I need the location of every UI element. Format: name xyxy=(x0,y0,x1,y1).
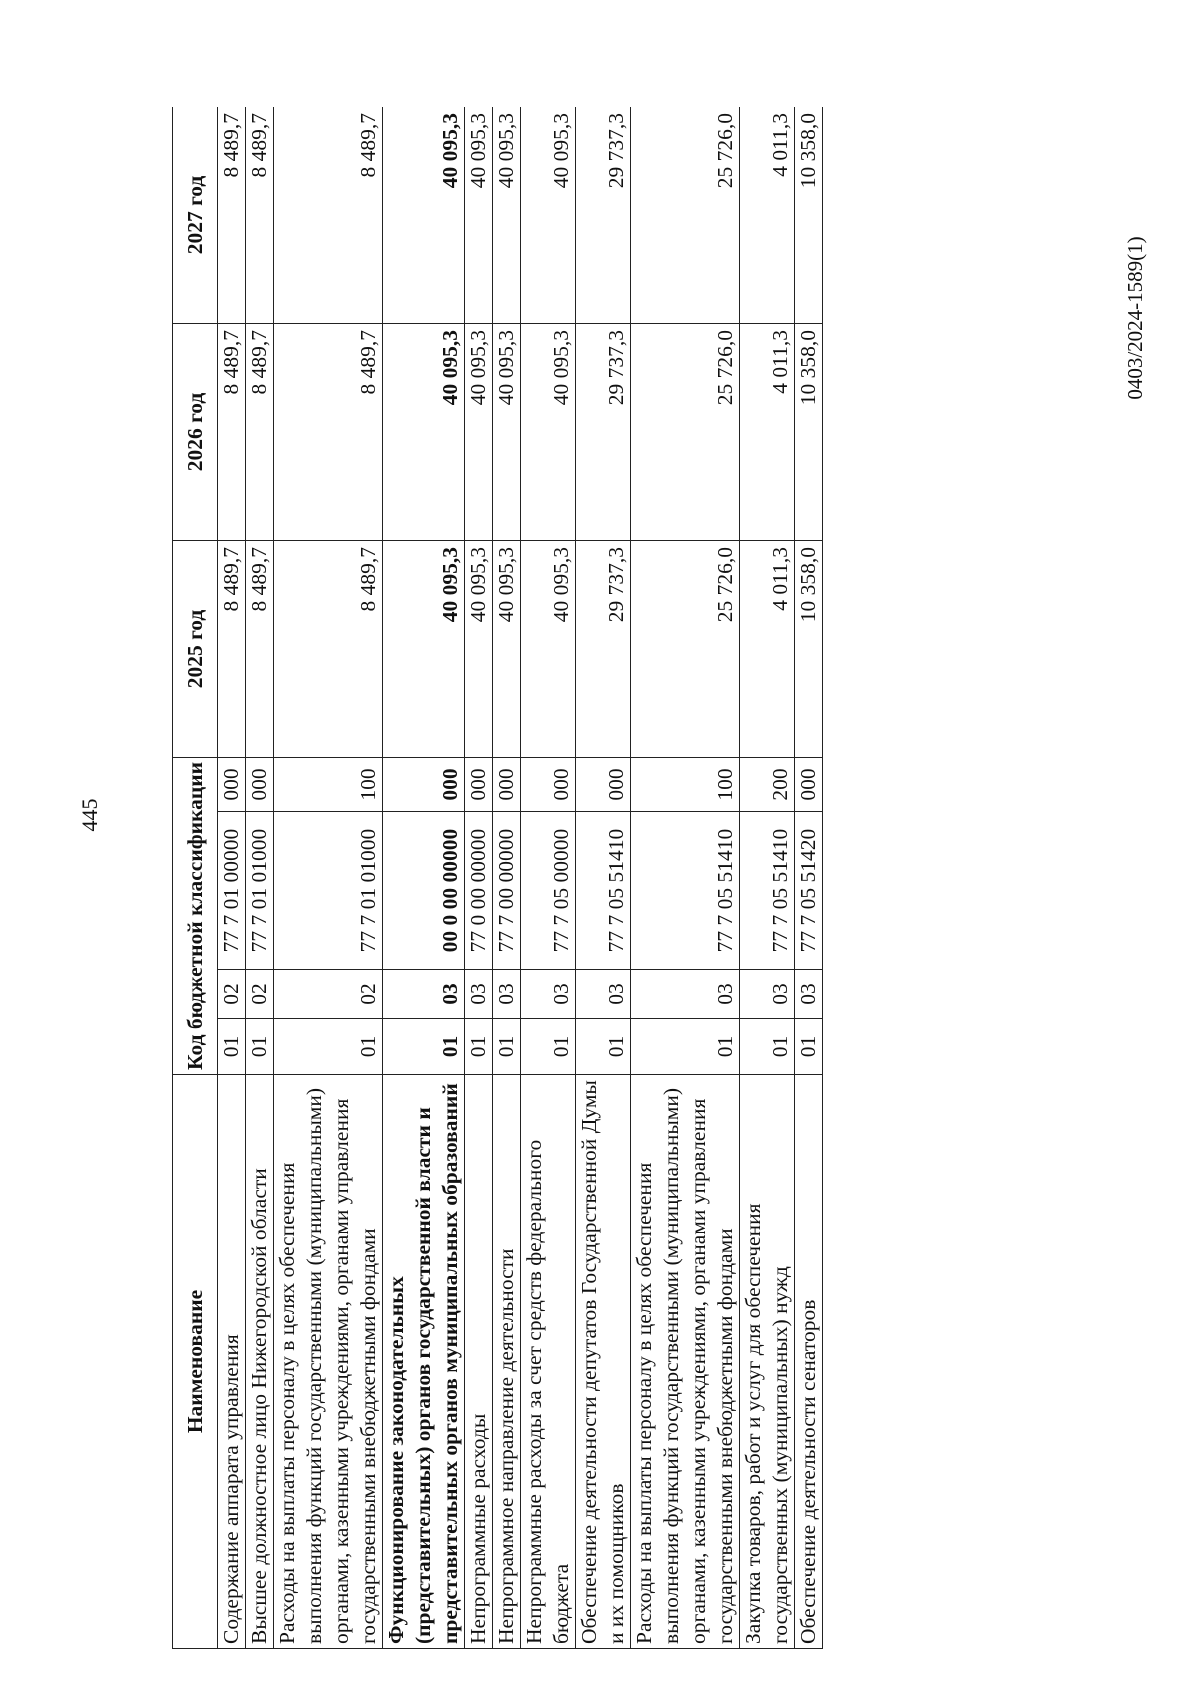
cell-section: 01 xyxy=(218,1019,246,1075)
cell-name: Высшее должностное лицо Нижегородской области xyxy=(246,1075,274,1649)
cell-2025: 40 095,3 xyxy=(465,540,493,757)
table-row xyxy=(521,107,576,1649)
cell-target-article: 77 7 05 51410 xyxy=(631,812,740,970)
cell-target-article: 77 7 01 01000 xyxy=(274,812,383,970)
cell-2025: 10 358,0 xyxy=(795,540,823,757)
cell-expense-type: 000 xyxy=(246,757,274,811)
cell-2025: 40 095,3 xyxy=(383,540,465,757)
cell-section: 01 xyxy=(465,1019,493,1075)
cell-subsection: 03 xyxy=(521,970,576,1019)
cell-expense-type: 200 xyxy=(740,757,795,811)
cell-2027: 8 489,7 xyxy=(274,107,383,323)
table-row xyxy=(576,107,631,1649)
cell-name: Функционирование законодательных (представительных) органов государственной власти и представительных органов муниципальных образований xyxy=(383,1075,465,1649)
cell-subsection: 03 xyxy=(631,970,740,1019)
cell-2025: 40 095,3 xyxy=(493,540,521,757)
cell-2026: 10 358,0 xyxy=(795,323,823,540)
cell-2026: 8 489,7 xyxy=(218,323,246,540)
cell-2025: 8 489,7 xyxy=(218,540,246,757)
cell-2026: 4 011,3 xyxy=(740,323,795,540)
cell-2026: 29 737,3 xyxy=(576,323,631,540)
cell-name: Непрограммные расходы xyxy=(465,1075,493,1649)
table-row xyxy=(274,107,383,1649)
cell-target-article: 77 0 00 00000 xyxy=(465,812,493,970)
table-row xyxy=(631,107,740,1649)
cell-subsection: 02 xyxy=(274,970,383,1019)
table-body xyxy=(218,107,823,1649)
cell-expense-type: 000 xyxy=(521,757,576,811)
cell-2027: 10 358,0 xyxy=(795,107,823,323)
cell-2026: 8 489,7 xyxy=(274,323,383,540)
cell-2026: 40 095,3 xyxy=(521,323,576,540)
cell-2025: 8 489,7 xyxy=(274,540,383,757)
cell-2026: 40 095,3 xyxy=(465,323,493,540)
cell-section: 01 xyxy=(493,1019,521,1075)
cell-subsection: 03 xyxy=(465,970,493,1019)
cell-2026: 8 489,7 xyxy=(246,323,274,540)
cell-target-article: 77 7 05 00000 xyxy=(521,812,576,970)
cell-expense-type: 100 xyxy=(274,757,383,811)
cell-subsection: 02 xyxy=(218,970,246,1019)
cell-target-article: 77 7 00 00000 xyxy=(493,812,521,970)
header-2025: 2025 год xyxy=(173,540,218,757)
cell-target-article: 77 7 05 51410 xyxy=(576,812,631,970)
rotated-table-container xyxy=(172,107,1062,1649)
cell-2027: 4 011,3 xyxy=(740,107,795,323)
cell-subsection: 03 xyxy=(576,970,631,1019)
cell-2027: 40 095,3 xyxy=(521,107,576,323)
cell-name: Непрограммное направление деятельности xyxy=(493,1075,521,1649)
cell-target-article: 77 7 05 51420 xyxy=(795,812,823,970)
cell-section: 01 xyxy=(246,1019,274,1075)
cell-2026: 40 095,3 xyxy=(493,323,521,540)
cell-section: 01 xyxy=(383,1019,465,1075)
cell-2025: 25 726,0 xyxy=(631,540,740,757)
cell-expense-type: 000 xyxy=(465,757,493,811)
table-header-row xyxy=(173,107,218,1649)
cell-expense-type: 000 xyxy=(795,757,823,811)
cell-2025: 29 737,3 xyxy=(576,540,631,757)
table-row xyxy=(218,107,246,1649)
document-code: 0403/2024-1589(1) xyxy=(1123,236,1147,400)
cell-subsection: 03 xyxy=(383,970,465,1019)
cell-2026: 25 726,0 xyxy=(631,323,740,540)
table-row xyxy=(246,107,274,1649)
header-code: Код бюджетной классификации xyxy=(173,757,218,1074)
cell-target-article: 77 7 01 01000 xyxy=(246,812,274,970)
cell-name: Закупка товаров, работ и услуг для обеспечения государственных (муниципальных) нужд xyxy=(740,1075,795,1649)
cell-target-article: 77 7 05 51410 xyxy=(740,812,795,970)
table-row xyxy=(493,107,521,1649)
cell-2027: 40 095,3 xyxy=(493,107,521,323)
cell-target-article: 00 0 00 00000 xyxy=(383,812,465,970)
table-row xyxy=(795,107,823,1649)
header-2026: 2026 год xyxy=(173,323,218,540)
cell-expense-type: 100 xyxy=(631,757,740,811)
cell-2027: 29 737,3 xyxy=(576,107,631,323)
cell-name: Расходы на выплаты персоналу в целях обеспечения выполнения функций государственными (муниципальными) органами, казенными учреждениями, органами управления государственными внебюджетными фондами xyxy=(631,1075,740,1649)
cell-section: 01 xyxy=(576,1019,631,1075)
cell-section: 01 xyxy=(631,1019,740,1075)
cell-section: 01 xyxy=(740,1019,795,1075)
cell-2025: 4 011,3 xyxy=(740,540,795,757)
cell-section: 01 xyxy=(795,1019,823,1075)
table-row xyxy=(383,107,465,1649)
cell-2025: 40 095,3 xyxy=(521,540,576,757)
budget-table xyxy=(172,107,823,1649)
table-row xyxy=(465,107,493,1649)
cell-target-article: 77 7 01 00000 xyxy=(218,812,246,970)
cell-name: Обеспечение деятельности депутатов Государственной Думы и их помощников xyxy=(576,1075,631,1649)
cell-expense-type: 000 xyxy=(383,757,465,811)
header-2027: 2027 год xyxy=(173,107,218,323)
cell-subsection: 03 xyxy=(493,970,521,1019)
cell-expense-type: 000 xyxy=(218,757,246,811)
header-name: Наименование xyxy=(173,1075,218,1649)
rotated-table-wrapper xyxy=(172,107,1062,1649)
cell-subsection: 03 xyxy=(740,970,795,1019)
cell-2027: 8 489,7 xyxy=(246,107,274,323)
cell-2027: 40 095,3 xyxy=(383,107,465,323)
cell-2027: 8 489,7 xyxy=(218,107,246,323)
cell-expense-type: 000 xyxy=(576,757,631,811)
cell-name: Содержание аппарата управления xyxy=(218,1075,246,1649)
cell-subsection: 02 xyxy=(246,970,274,1019)
cell-name: Расходы на выплаты персоналу в целях обеспечения выполнения функций государственными (муниципальными) органами, казенными учреждениями, органами управления государственными внебюджетными фондами xyxy=(274,1075,383,1649)
page-number: 445 xyxy=(77,798,102,832)
cell-name: Непрограммные расходы за счет средств федерального бюджета xyxy=(521,1075,576,1649)
cell-subsection: 03 xyxy=(795,970,823,1019)
table-row xyxy=(740,107,795,1649)
cell-name: Обеспечение деятельности сенаторов xyxy=(795,1075,823,1649)
cell-section: 01 xyxy=(521,1019,576,1075)
cell-2027: 40 095,3 xyxy=(465,107,493,323)
cell-2027: 25 726,0 xyxy=(631,107,740,323)
cell-expense-type: 000 xyxy=(493,757,521,811)
cell-2025: 8 489,7 xyxy=(246,540,274,757)
cell-section: 01 xyxy=(274,1019,383,1075)
cell-2026: 40 095,3 xyxy=(383,323,465,540)
